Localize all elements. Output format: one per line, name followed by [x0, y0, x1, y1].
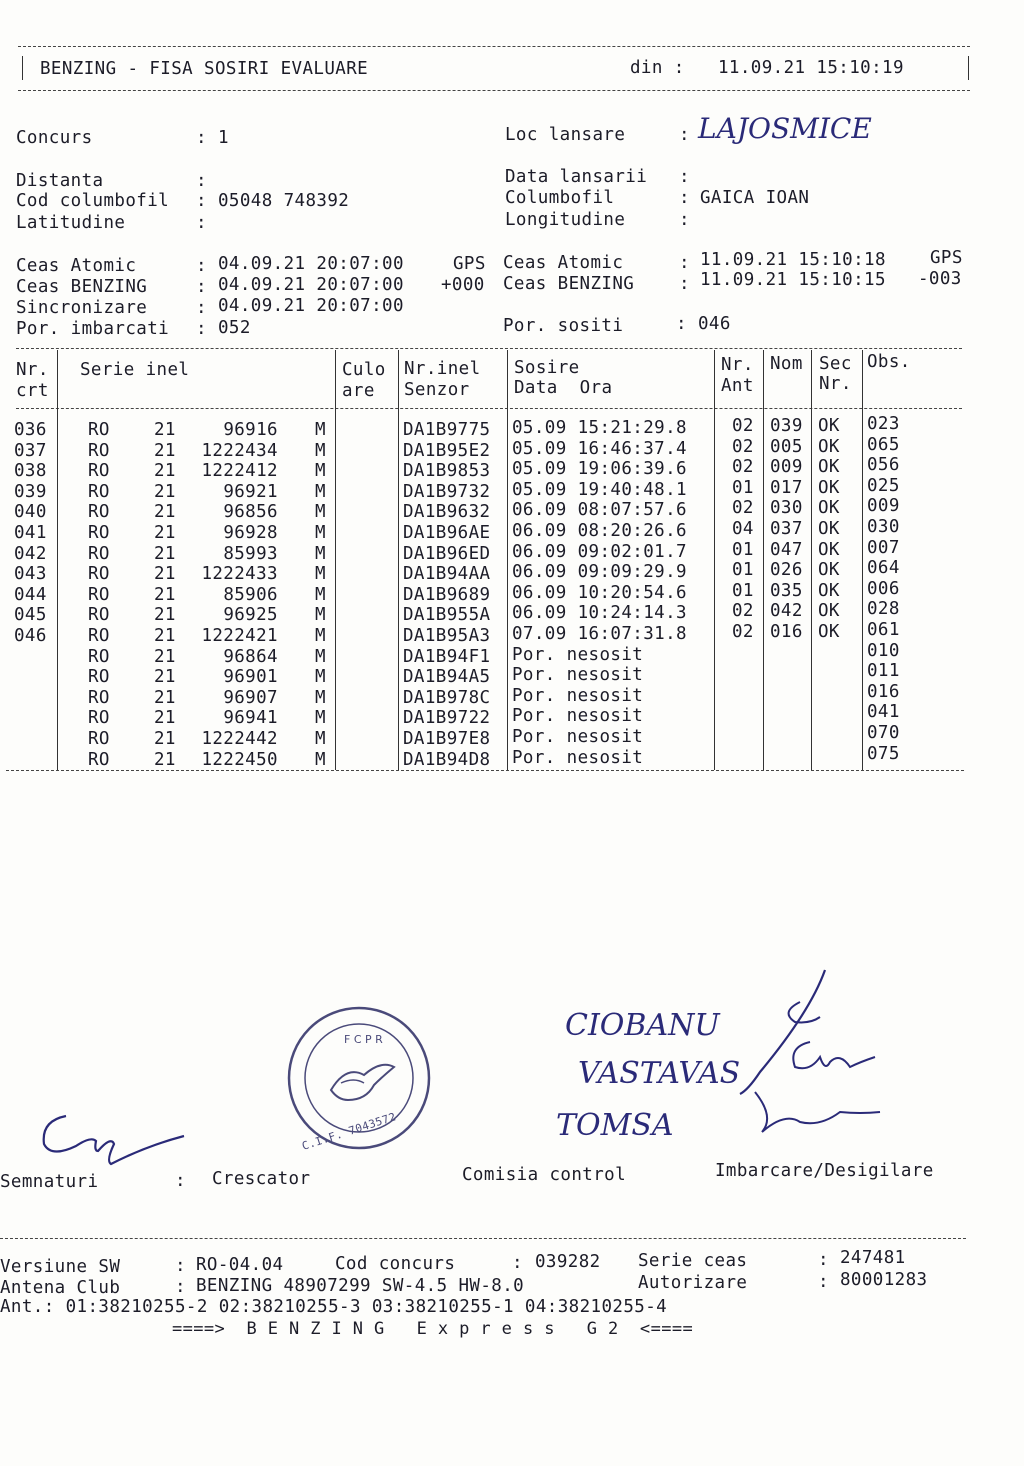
cell-sex: M	[315, 749, 326, 770]
sheet-title: BENZING - FISA SOSIRI EVALUARE	[40, 59, 369, 79]
cell-year: 21	[154, 420, 176, 440]
table-top-border	[16, 348, 962, 349]
cell-sec: OK	[818, 622, 840, 642]
cell-arrival: Por. nesosit	[512, 665, 644, 686]
cell-arrival: 07.09 16:07:31.8	[512, 624, 687, 644]
antenna-list: Ant.: 01:38210255-2 02:38210255-3 03:38210255-1 04:38210255-4	[0, 1297, 668, 1317]
cell-country: RO	[88, 502, 110, 523]
cell-country: RO	[88, 749, 110, 770]
cell-ring: 96907	[223, 687, 278, 708]
cell-nom: 026	[770, 560, 803, 581]
cell-arrival: 06.09 08:20:26.6	[512, 521, 687, 541]
th-are: are	[342, 381, 375, 401]
cell-ring: 96925	[223, 605, 278, 626]
cell-crt: 038	[14, 461, 47, 482]
cell-crt: 040	[14, 502, 47, 523]
th-nr-ant-1: Nr.	[721, 355, 754, 375]
cell-sec: OK	[818, 436, 840, 457]
cell-year: 21	[154, 440, 176, 461]
cell-ant: 02	[732, 498, 754, 519]
sincronizare-value: 04.09.21 20:07:00	[218, 296, 404, 316]
cell-arrival: 05.09 16:46:37.4	[512, 438, 687, 459]
ceas-atomic-end-src: GPS	[930, 248, 963, 268]
th-sec-1: Sec	[819, 354, 852, 374]
cell-arrival: 05.09 15:21:29.8	[512, 418, 687, 438]
autorizare-colon: :	[818, 1272, 829, 1292]
por-imbarcati-label: Por. imbarcati	[16, 319, 170, 339]
antena-label: Antena Club	[0, 1278, 121, 1298]
cell-ant: 04	[732, 519, 754, 539]
cell-obs: 070	[867, 723, 900, 743]
signature-name-2: VASTAVAS	[578, 1056, 741, 1091]
cell-nom: 042	[770, 601, 803, 622]
cell-obs: 007	[867, 537, 900, 558]
cell-sensor: DA1B978C	[403, 687, 491, 708]
cell-obs: 064	[867, 558, 900, 579]
concurs-colon: :	[196, 128, 207, 148]
loc-lansare-label: Loc lansare	[505, 125, 626, 145]
por-imbarcati-colon: :	[196, 319, 207, 339]
cell-country: RO	[88, 543, 110, 564]
antena-value: BENZING 48907299 SW-4.5 HW-8.0	[196, 1276, 525, 1296]
th-nom: Nom	[770, 354, 803, 374]
cell-sex: M	[315, 729, 326, 749]
cell-year: 21	[154, 646, 176, 667]
concurs-label: Concurs	[16, 128, 93, 148]
cell-country: RO	[88, 729, 110, 749]
cell-ring: 1222450	[201, 749, 278, 770]
cell-ant: 02	[732, 622, 754, 642]
cod-concurs-colon: :	[512, 1253, 523, 1273]
cell-ring: 85993	[223, 543, 278, 564]
ceas-atomic-start: 04.09.21 20:07:00	[218, 254, 404, 274]
columbofil-value: GAICA IOAN	[700, 188, 810, 208]
ceas-atomic-colon: :	[196, 256, 207, 276]
cell-sensor: DA1B96AE	[403, 523, 491, 543]
cell-ring: 1222412	[201, 461, 278, 482]
header-left-border	[22, 56, 23, 80]
cell-obs: 028	[867, 599, 900, 620]
cell-sec: OK	[818, 457, 840, 478]
cell-obs: 061	[867, 620, 900, 640]
din-value: 11.09.21 15:10:19	[718, 58, 904, 78]
cell-sex: M	[315, 523, 326, 543]
cell-sensor: DA1B9722	[403, 708, 491, 729]
cell-sec: OK	[818, 477, 840, 498]
antena-colon: :	[175, 1277, 186, 1297]
loc-lansare-handwritten: LAJOSMICE	[698, 112, 872, 145]
cell-year: 21	[154, 708, 176, 729]
cell-sensor: DA1B9732	[403, 481, 491, 502]
cell-ant: 02	[732, 436, 754, 457]
cell-arrival: 05.09 19:06:39.6	[512, 459, 687, 480]
cell-crt: 044	[14, 584, 47, 605]
ceas-benzing-end: 11.09.21 15:10:15	[700, 270, 886, 290]
latitudine-colon: :	[196, 213, 207, 233]
cell-obs: 006	[867, 578, 900, 599]
th-nr: Nr.	[16, 360, 49, 380]
cell-arrival: 06.09 09:09:29.9	[512, 562, 687, 583]
cell-sex: M	[315, 481, 326, 502]
cell-country: RO	[88, 626, 110, 646]
data-lansarii-colon: :	[679, 167, 690, 187]
distanta-label: Distanta	[16, 171, 104, 191]
cell-sensor: DA1B9853	[403, 461, 491, 482]
sincronizare-colon: :	[196, 298, 207, 318]
th-senzor: Senzor	[404, 380, 470, 400]
th-data-ora: Data Ora	[514, 378, 613, 398]
sincronizare-label: Sincronizare	[16, 298, 148, 318]
cell-arrival: 05.09 19:40:48.1	[512, 479, 687, 500]
cell-obs: 041	[867, 702, 900, 723]
cell-sex: M	[315, 584, 326, 605]
cell-year: 21	[154, 584, 176, 605]
cell-crt: 039	[14, 481, 47, 502]
cell-obs: 009	[867, 496, 900, 517]
table-header-border	[16, 408, 962, 409]
cell-sec: OK	[818, 498, 840, 519]
col-sep-senzor	[507, 350, 508, 770]
cell-arrival: Por. nesosit	[512, 685, 644, 706]
serie-ceas-colon: :	[818, 1250, 829, 1270]
por-sositi-label: Por. sositi	[503, 316, 624, 336]
columbofil-label: Columbofil	[505, 188, 615, 208]
cell-sex: M	[315, 543, 326, 564]
cell-sensor: DA1B95E2	[403, 440, 491, 461]
cell-sensor: DA1B94A5	[403, 667, 491, 688]
cell-year: 21	[154, 667, 176, 688]
cell-sex: M	[315, 667, 326, 688]
cell-sec: OK	[818, 560, 840, 581]
cell-sensor: DA1B955A	[403, 605, 491, 626]
footer-top-border	[0, 1238, 966, 1239]
cell-country: RO	[88, 420, 110, 440]
versiune-value: RO-04.04	[196, 1255, 284, 1275]
cell-nom: 009	[770, 457, 803, 478]
cell-year: 21	[154, 729, 176, 749]
ceas-atomic-label: Ceas Atomic	[16, 256, 137, 276]
cell-nom: 005	[770, 436, 803, 457]
cell-nom: 039	[770, 416, 803, 436]
cell-sensor: DA1B95A3	[403, 626, 491, 646]
header-top-border	[18, 46, 970, 47]
columbofil-colon: :	[679, 188, 690, 208]
cell-sensor: DA1B97E8	[403, 729, 491, 749]
cell-ant: 02	[732, 416, 754, 436]
cell-sex: M	[315, 564, 326, 585]
cell-sec: OK	[818, 519, 840, 539]
th-nr-ant-2: Ant	[721, 376, 754, 396]
cod-columbofil-value: 05048 748392	[218, 191, 350, 211]
cell-year: 21	[154, 523, 176, 543]
cell-ant: 01	[732, 560, 754, 581]
cell-nom: 037	[770, 519, 803, 539]
cell-country: RO	[88, 564, 110, 585]
ceas-benzing-colon: :	[196, 277, 207, 297]
cell-arrival: 06.09 10:20:54.6	[512, 582, 687, 603]
cell-obs: 023	[867, 414, 900, 434]
loc-lansare-colon: :	[679, 125, 690, 145]
cell-crt: 045	[14, 605, 47, 626]
col-sep-serie	[335, 350, 336, 770]
cell-ant: 02	[732, 601, 754, 622]
cell-sex: M	[315, 440, 326, 461]
cell-ring: 1222433	[201, 564, 278, 585]
cell-sex: M	[315, 687, 326, 708]
cell-ring: 1222442	[201, 729, 278, 749]
stamp-code: C.I.F. 7043572	[300, 1110, 398, 1153]
cell-sensor: DA1B9775	[403, 420, 491, 440]
th-serie-inel: Serie inel	[80, 360, 190, 380]
semnaturi-colon: :	[175, 1171, 186, 1191]
cell-ring: 1222421	[201, 626, 278, 646]
cod-columbofil-colon: :	[196, 191, 207, 211]
cell-nom: 047	[770, 539, 803, 560]
th-culo: Culo	[342, 360, 386, 380]
cell-ring: 96921	[223, 481, 278, 502]
cell-nom: 017	[770, 477, 803, 498]
cell-ant: 01	[732, 580, 754, 601]
cell-obs: 010	[867, 640, 900, 661]
th-crt: crt	[16, 381, 49, 401]
cell-arrival: Por. nesosit	[512, 644, 644, 665]
ceas-atomic-right-label: Ceas Atomic	[503, 253, 624, 273]
signature-name-1: CIOBANU	[565, 1008, 720, 1043]
cell-sec: OK	[818, 601, 840, 622]
cell-ant: 01	[732, 477, 754, 498]
cell-crt: 041	[14, 523, 47, 543]
serie-ceas-label: Serie ceas	[638, 1251, 748, 1271]
cell-arrival: 06.09 09:02:01.7	[512, 541, 687, 562]
cell-sensor: DA1B94D8	[403, 749, 491, 770]
express-banner: ====> B E N Z I N G E x p r e s s G 2 <====	[172, 1319, 694, 1339]
cell-sensor: DA1B94F1	[403, 646, 491, 667]
cell-ant: 01	[732, 539, 754, 560]
por-imbarcati-value: 052	[218, 318, 251, 338]
cell-ring: 96856	[223, 502, 278, 523]
concurs-value: 1	[218, 128, 229, 148]
ceas-atomic-right-colon: :	[679, 253, 690, 273]
col-sep-sec	[862, 350, 863, 770]
longitudine-colon: :	[679, 210, 690, 230]
longitudine-label: Longitudine	[505, 210, 626, 230]
cell-crt: 036	[14, 420, 47, 440]
cell-year: 21	[154, 626, 176, 646]
cell-crt: 046	[14, 626, 47, 646]
cod-concurs-value: 039282	[535, 1252, 601, 1272]
cell-year: 21	[154, 461, 176, 482]
col-sep-crt	[57, 350, 58, 770]
cell-sec: OK	[818, 416, 840, 436]
cell-country: RO	[88, 461, 110, 482]
distanta-colon: :	[196, 171, 207, 191]
cell-year: 21	[154, 605, 176, 626]
cell-year: 21	[154, 564, 176, 585]
cell-obs: 025	[867, 475, 900, 496]
cell-obs: 011	[867, 661, 900, 682]
imbarcare-signature-icon	[700, 962, 890, 1152]
latitudine-label: Latitudine	[16, 213, 126, 233]
cell-arrival: Por. nesosit	[512, 727, 644, 747]
cell-ant: 02	[732, 457, 754, 478]
ceas-benzing-right-label: Ceas BENZING	[503, 274, 635, 294]
col-sep-ant	[763, 350, 764, 770]
cell-year: 21	[154, 502, 176, 523]
cell-sensor: DA1B94AA	[403, 564, 491, 585]
cell-obs: 075	[867, 743, 900, 764]
cell-nom: 016	[770, 622, 803, 642]
cell-arrival: Por. nesosit	[512, 747, 644, 768]
col-sep-culoare	[398, 350, 399, 770]
cell-crt: 043	[14, 564, 47, 585]
cod-columbofil-label: Cod columbofil	[16, 191, 170, 211]
cell-year: 21	[154, 749, 176, 770]
ceas-benzing-end-diff: -003	[918, 269, 962, 289]
cell-obs: 016	[867, 681, 900, 702]
autorizare-value: 80001283	[840, 1270, 928, 1290]
cell-nom: 030	[770, 498, 803, 519]
cell-ring: 96864	[223, 646, 278, 667]
versiune-label: Versiune SW	[0, 1257, 121, 1277]
cell-arrival: 06.09 08:07:57.6	[512, 500, 687, 521]
ceas-benzing-start: 04.09.21 20:07:00	[218, 275, 404, 295]
cell-sex: M	[315, 420, 326, 440]
cell-crt: 042	[14, 543, 47, 564]
th-nr-inel: Nr.inel	[404, 359, 481, 379]
data-lansarii-label: Data lansarii	[505, 167, 648, 187]
autorizare-label: Autorizare	[638, 1273, 748, 1293]
cell-country: RO	[88, 605, 110, 626]
cell-sex: M	[315, 708, 326, 729]
cell-sex: M	[315, 646, 326, 667]
serie-ceas-value: 247481	[840, 1248, 906, 1268]
cod-concurs-label: Cod concurs	[335, 1254, 456, 1274]
cell-obs: 030	[867, 517, 900, 537]
cell-sensor: DA1B96ED	[403, 543, 491, 564]
cell-obs: 065	[867, 434, 900, 455]
cell-sex: M	[315, 605, 326, 626]
cell-country: RO	[88, 708, 110, 729]
cell-sex: M	[315, 626, 326, 646]
th-sosire: Sosire	[514, 358, 580, 378]
cell-country: RO	[88, 523, 110, 543]
crescator-signature-icon	[36, 1106, 190, 1168]
cell-ring: 96928	[223, 523, 278, 543]
cell-country: RO	[88, 646, 110, 667]
cell-ring: 85906	[223, 584, 278, 605]
cell-country: RO	[88, 440, 110, 461]
signature-name-3: TOMSA	[556, 1108, 674, 1143]
ceas-atomic-end: 11.09.21 15:10:18	[700, 250, 886, 270]
cell-year: 21	[154, 543, 176, 564]
ceas-benzing-label: Ceas BENZING	[16, 277, 148, 297]
comisia-control-label: Comisia control	[462, 1165, 627, 1185]
ceas-atomic-start-src: GPS	[453, 254, 486, 274]
cell-ring: 96941	[223, 708, 278, 729]
por-sositi-value: 046	[698, 314, 731, 334]
imbarcare-label: Imbarcare/Desigilare	[715, 1161, 934, 1181]
cell-year: 21	[154, 687, 176, 708]
cell-country: RO	[88, 667, 110, 688]
ceas-benzing-right-colon: :	[679, 274, 690, 294]
cell-sex: M	[315, 461, 326, 482]
cell-sex: M	[315, 502, 326, 523]
cell-arrival: 06.09 10:24:14.3	[512, 603, 687, 624]
cell-country: RO	[88, 481, 110, 502]
cell-ring: 1222434	[201, 440, 278, 461]
cell-country: RO	[88, 687, 110, 708]
cell-year: 21	[154, 481, 176, 502]
por-sositi-colon: :	[676, 314, 687, 334]
cell-ring: 96916	[223, 420, 278, 440]
cell-ring: 96901	[223, 667, 278, 688]
cell-country: RO	[88, 584, 110, 605]
cell-sensor: DA1B9632	[403, 502, 491, 523]
cell-nom: 035	[770, 580, 803, 601]
cell-sec: OK	[818, 539, 840, 560]
cell-sensor: DA1B9689	[403, 584, 491, 605]
din-label: din :	[630, 58, 685, 78]
cell-sec: OK	[818, 580, 840, 601]
versiune-colon: :	[175, 1256, 186, 1276]
th-obs: Obs.	[867, 352, 911, 372]
col-sep-nom	[811, 350, 812, 770]
crescator-label: Crescator	[212, 1169, 311, 1189]
ceas-benzing-start-diff: +000	[441, 275, 485, 295]
header-right-border	[968, 56, 969, 80]
semnaturi-label: Semnaturi	[0, 1172, 99, 1192]
cell-arrival: Por. nesosit	[512, 706, 644, 727]
cell-crt: 037	[14, 440, 47, 461]
cell-obs: 056	[867, 455, 900, 476]
table-bottom-border	[6, 770, 964, 771]
svg-text:F C P R: F C P R	[344, 1033, 383, 1046]
th-sec-2: Nr.	[819, 374, 852, 394]
header-bottom-border	[18, 90, 970, 91]
col-sep-sosire	[714, 350, 715, 770]
